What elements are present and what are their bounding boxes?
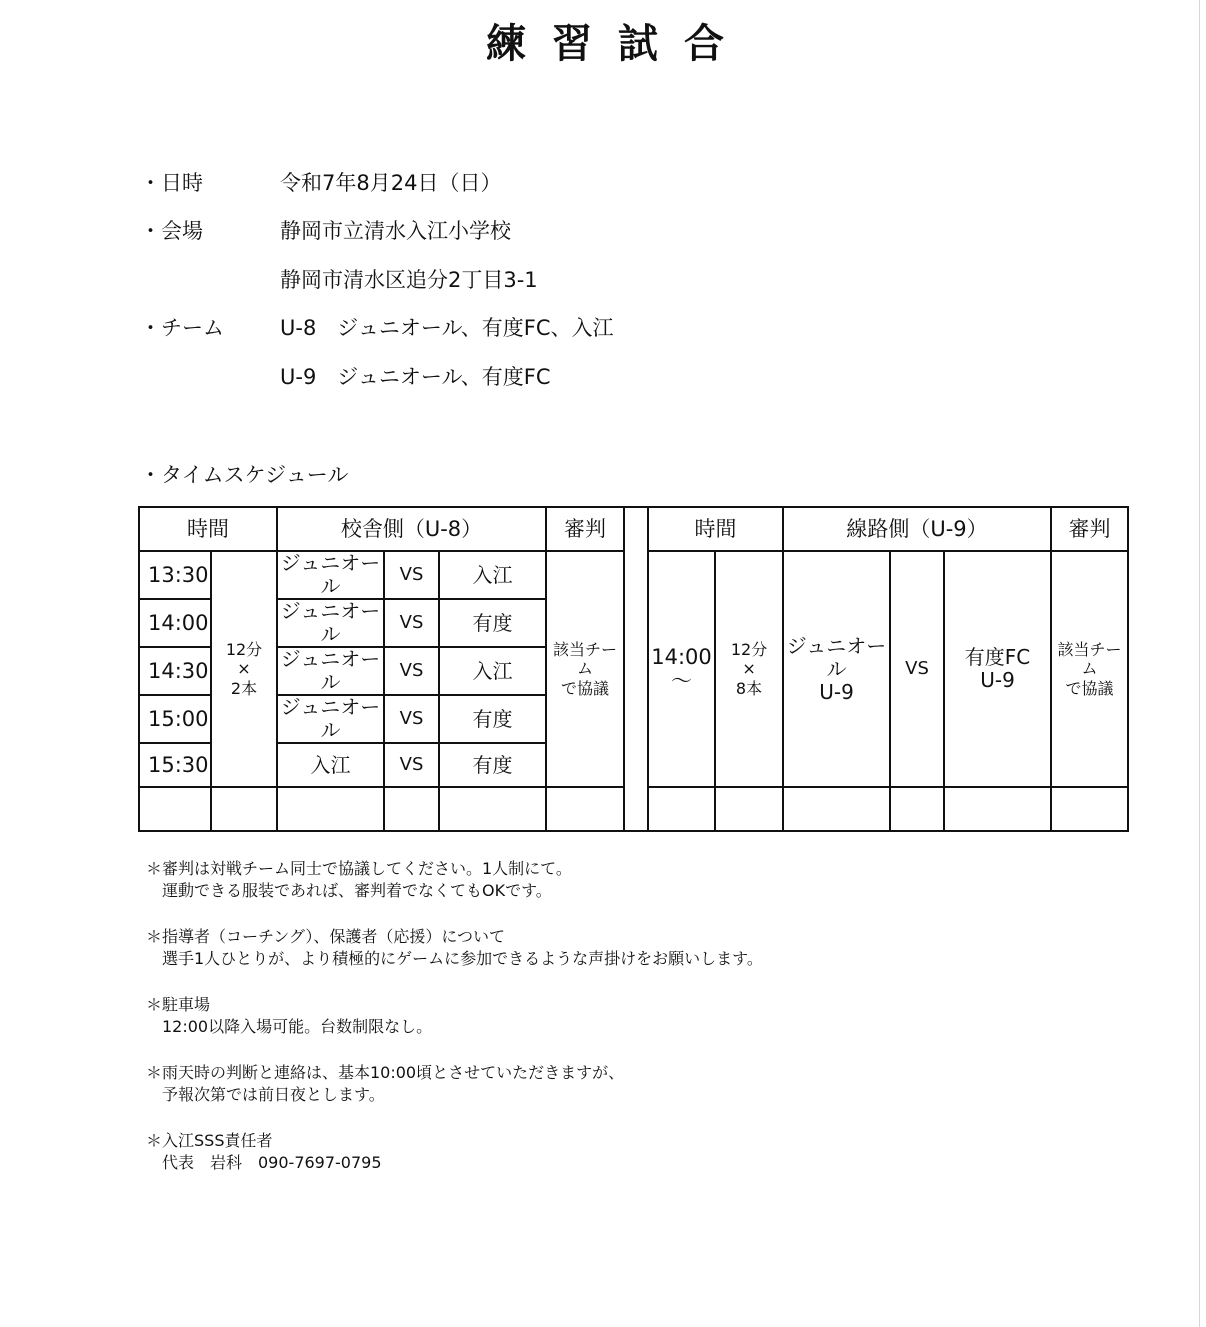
match-time: 14:30 xyxy=(139,647,211,695)
vs-label: VS xyxy=(384,695,439,743)
empty-cell xyxy=(139,787,211,831)
right-referee-header: 審判 xyxy=(1051,507,1128,551)
schedule-header-row xyxy=(139,507,1128,551)
note-contact-detail: 代表 岩科 090-7697-0795 xyxy=(162,1153,382,1172)
right-referee-note-line1: 該当チーム xyxy=(1057,640,1122,679)
venue-name: 静岡市立清水入江小学校 xyxy=(280,219,511,243)
left-referee-note xyxy=(546,551,624,787)
note-parking-detail: 12:00以降入場可能。台数制限なし。 xyxy=(162,1017,433,1036)
away-team: 有度 xyxy=(439,599,546,647)
empty-cell xyxy=(648,787,715,831)
teams-label: ・チーム xyxy=(140,316,224,340)
empty-cell xyxy=(783,787,890,831)
empty-cell xyxy=(439,787,546,831)
left-duration-minutes: 12分 xyxy=(225,640,263,660)
home-team: ジュニオール xyxy=(277,599,384,647)
match-time: 15:00 xyxy=(139,695,211,743)
right-referee-note-line2: で協議 xyxy=(1065,678,1114,698)
right-time-tilde: ～ xyxy=(671,669,693,693)
home-team: ジュニオール xyxy=(277,551,384,599)
right-time xyxy=(648,551,715,787)
left-time-header: 時間 xyxy=(139,507,277,551)
empty-cell xyxy=(944,787,1051,831)
right-away-team xyxy=(944,551,1051,787)
right-home-team xyxy=(783,551,890,787)
vs-label: VS xyxy=(384,551,439,599)
empty-cell xyxy=(1051,787,1128,831)
note-coaches xyxy=(146,926,763,970)
right-time-header: 時間 xyxy=(648,507,783,551)
left-referee-note-line1: 該当チーム xyxy=(553,640,618,679)
home-team: ジュニオール xyxy=(277,647,384,695)
right-field-header: 線路側（U-9） xyxy=(783,507,1051,551)
left-duration-times: × xyxy=(237,659,251,679)
page-edge-line xyxy=(1199,0,1200,1327)
note-coaches-title: ＊指導者（コーチング）、保護者（応援）について xyxy=(146,927,506,946)
note-rain-title: ＊雨天時の判断と連絡は、基本10:00頃とさせていただきますが、 xyxy=(146,1063,625,1082)
date-value: 令和7年8月24日（日） xyxy=(280,171,502,195)
empty-cell xyxy=(384,787,439,831)
home-team: ジュニオール xyxy=(277,695,384,743)
note-referee xyxy=(146,858,763,902)
left-duration-count: 2本 xyxy=(230,678,258,698)
empty-cell xyxy=(715,787,783,831)
note-rain xyxy=(146,1062,763,1106)
date-label: ・日時 xyxy=(140,171,203,195)
teams-u8: U-8 ジュニオール、有度FC、入江 xyxy=(280,316,614,340)
teams-u9: U-9 ジュニオール、有度FC xyxy=(280,365,551,389)
right-duration xyxy=(715,551,783,787)
vs-label: VS xyxy=(384,599,439,647)
right-duration-count: 8本 xyxy=(735,678,763,698)
away-team: 有度 xyxy=(439,695,546,743)
away-team: 入江 xyxy=(439,647,546,695)
venue-label: ・会場 xyxy=(140,219,203,243)
right-duration-minutes: 12分 xyxy=(730,640,768,660)
note-coaches-detail: 選手1人ひとりが、より積極的にゲームに参加できるような声掛けをお願いします。 xyxy=(162,949,763,968)
empty-cell xyxy=(277,787,384,831)
right-duration-times: × xyxy=(742,659,756,679)
page-title: 練習試合 xyxy=(486,21,750,67)
right-vs-label: VS xyxy=(890,551,944,787)
left-field-header: 校舎側（U-8） xyxy=(277,507,546,551)
left-referee-note-line2: で協議 xyxy=(561,678,610,698)
left-referee-header: 審判 xyxy=(546,507,624,551)
right-away-team-age: U-9 xyxy=(980,668,1015,692)
away-team: 入江 xyxy=(439,551,546,599)
right-time-start: 14:00 xyxy=(651,644,712,669)
right-home-team-age: U-9 xyxy=(819,679,854,704)
empty-cell xyxy=(211,787,277,831)
empty-cell xyxy=(890,787,944,831)
right-away-team-name: 有度FC xyxy=(964,645,1031,669)
venue-address: 静岡市清水区追分2丁目3-1 xyxy=(280,268,538,292)
note-contact xyxy=(146,1130,763,1174)
note-rain-detail: 予報次第では前日夜とします。 xyxy=(162,1085,385,1104)
note-referee-title: ＊審判は対戦チーム同士で協議してください。1人制にて。 xyxy=(146,859,572,878)
vs-label: VS xyxy=(384,743,439,787)
schedule-title: ・タイムスケジュール xyxy=(140,463,349,487)
match-time: 13:30 xyxy=(139,551,211,599)
schedule-table xyxy=(138,506,1129,832)
right-home-team-name: ジュニオール xyxy=(786,633,887,681)
match-time: 14:00 xyxy=(139,599,211,647)
table-gap-column xyxy=(624,507,648,831)
note-referee-detail: 運動できる服装であれば、審判着でなくてもOKです。 xyxy=(162,881,552,900)
empty-cell xyxy=(546,787,624,831)
note-contact-title: ＊入江SSS責任者 xyxy=(146,1131,273,1150)
home-team: 入江 xyxy=(277,743,384,787)
notes-section xyxy=(146,858,763,1198)
note-parking xyxy=(146,994,763,1038)
left-duration xyxy=(211,551,277,787)
match-time: 15:30 xyxy=(139,743,211,787)
vs-label: VS xyxy=(384,647,439,695)
right-referee-note xyxy=(1051,551,1128,787)
away-team: 有度 xyxy=(439,743,546,787)
note-parking-title: ＊駐車場 xyxy=(146,995,211,1014)
